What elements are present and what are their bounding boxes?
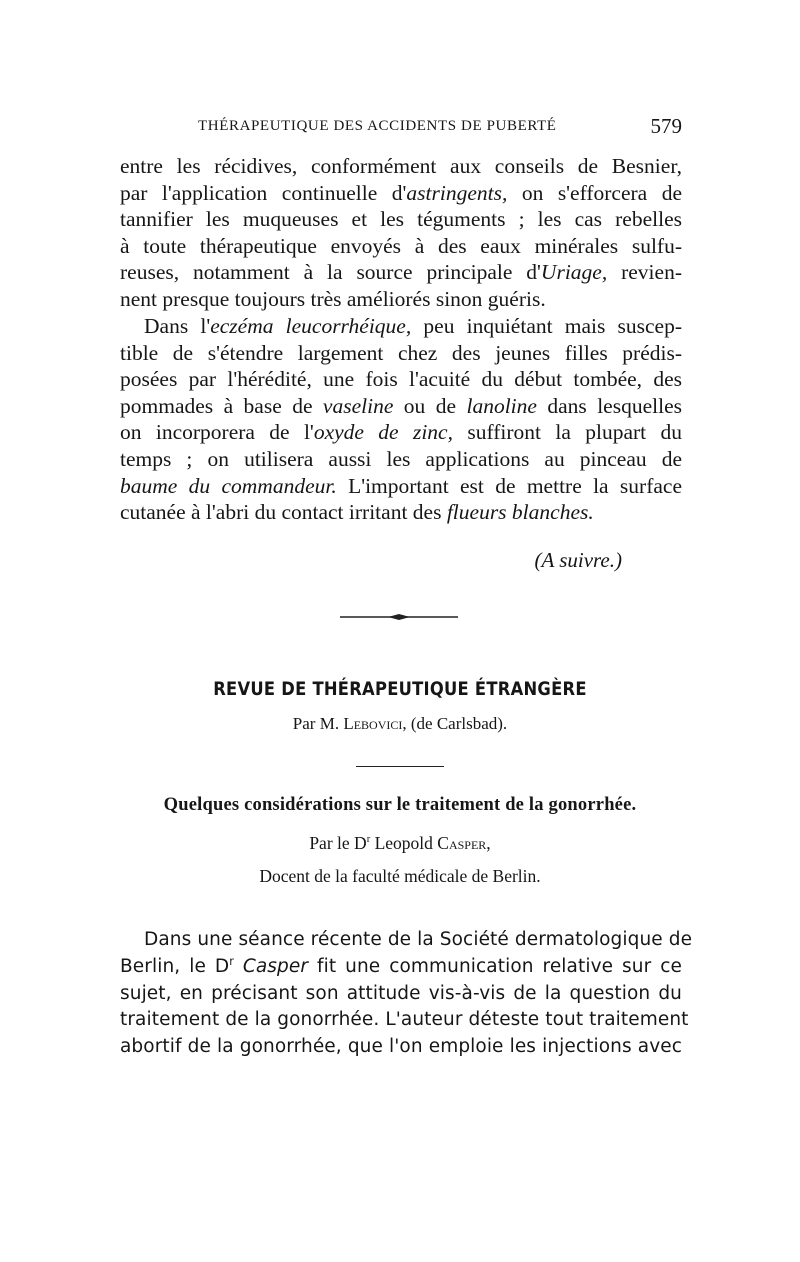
page-number: 579 <box>650 114 682 138</box>
article-author: Par le $D^r$ Leopold Casper, <box>309 833 491 853</box>
paragraph-line: traitement de la gonorrhée. L'auteur déteste tout traitement <box>120 1009 689 1031</box>
paragraph-line: tannifier les muqueuses et les téguments ; les cas rebelles <box>120 207 682 232</box>
paragraph-line: pommades à base de vaseline ou de lanoline dans lesquelles <box>120 393 682 418</box>
paragraph-2 <box>120 313 682 526</box>
paragraph-line: abortif de la gonorrhée, que l'on emploie les injections avec <box>120 1036 682 1058</box>
author-surname: Casper <box>437 833 487 853</box>
paragraph-line: Berlin, le $D^r$ Casper fit une communication relative sur ce <box>120 954 682 977</box>
section-heading: REVUE DE THÉRAPEUTIQUE ÉTRANGÈRE <box>213 678 587 700</box>
paragraph-line: sujet, en précisant son attitude vis-à-vis de la question du <box>120 982 682 1004</box>
paragraph-line: reuses, notamment à la source principale d'Uriage, revien- <box>120 260 682 285</box>
article-affiliation: Docent de la faculté médicale de Berlin. <box>259 866 541 886</box>
paragraph-line: Dans l'eczéma leucorrhéique, peu inquiétant mais suscep- <box>144 314 682 338</box>
paragraph-1 <box>120 153 682 313</box>
section-rule <box>356 766 444 767</box>
running-head <box>120 114 682 142</box>
paragraph-line: temps ; on utilisera aussi les applications au pinceau de <box>120 446 682 471</box>
ornament-divider <box>340 612 458 622</box>
paragraph-3 <box>120 927 693 1061</box>
section-byline: Par M. Lebovici, (de Carlsbad). <box>292 714 508 733</box>
continuation-note: (A suivre.) <box>534 548 622 572</box>
paragraph-line: par l'application continuelle d'astringents, on s'efforcera de <box>120 180 682 205</box>
paragraph-line: baume du commandeur. L'important est de mettre la surface <box>120 473 682 498</box>
paragraph-line: à toute thérapeutique envoyés à des eaux minérales sulfu- <box>120 233 682 258</box>
paragraph-line: cutanée à l'abri du contact irritant des flueurs blanches. <box>120 500 594 525</box>
article-title: Quelques considérations sur le traitement de la gonorrhée. <box>163 795 637 815</box>
paragraph-line: tible de s'étendre largement chez des jeunes filles prédis- <box>120 340 682 365</box>
paragraph-line: posées par l'hérédité, une fois l'acuité du début tombée, des <box>120 367 682 392</box>
paragraph-line: nent presque toujours très améliorés sinon guéris. <box>120 286 546 311</box>
byline-name: Lebovici <box>343 714 403 733</box>
paragraph-line: Dans une séance récente de la Société dermatologique de <box>144 929 693 950</box>
running-title: THÉRAPEUTIQUE DES ACCIDENTS DE PUBERTÉ <box>198 118 557 134</box>
paragraph-line: entre les récidives, conformément aux conseils de Besnier, <box>120 154 682 178</box>
paragraph-line: on incorporera de l'oxyde de zinc, suffiront la plupart du <box>120 420 682 445</box>
